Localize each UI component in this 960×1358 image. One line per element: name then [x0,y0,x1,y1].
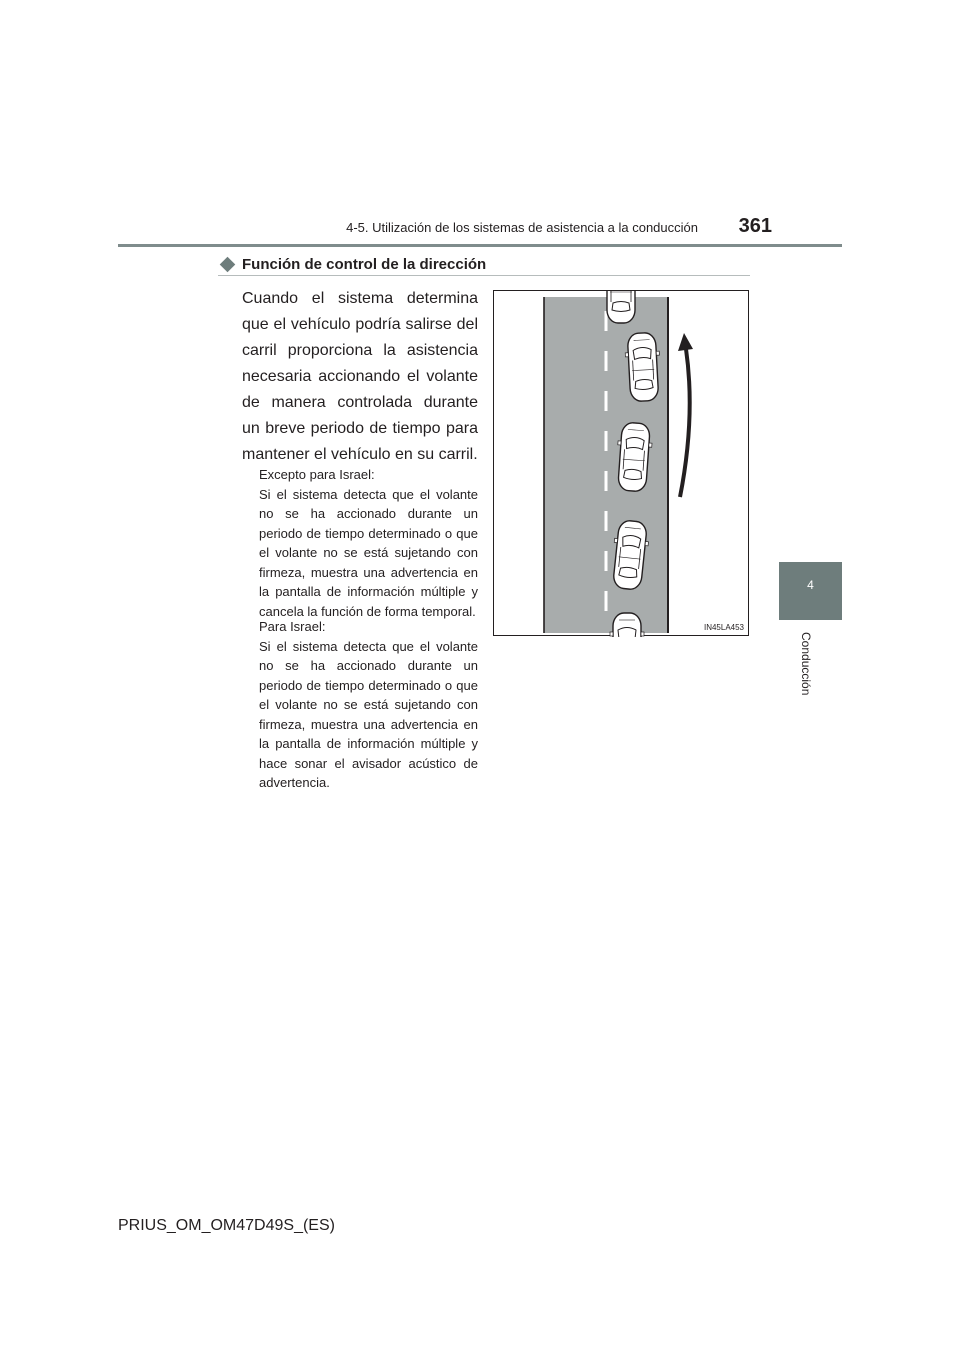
note-israel [259,617,478,793]
header-section-title: 4-5. Utilización de los sistemas de asistencia a la conducción [346,220,698,235]
page-number: 361 [738,215,772,237]
lane-diagram [493,290,749,636]
note-except-israel [259,465,478,621]
header-rule [118,244,842,247]
footer-document-code: PRIUS_OM_OM47D49S_(ES) [118,1217,335,1234]
note-except-israel-label: Excepto para Israel: [259,467,375,482]
arrow-head-icon [678,333,693,351]
body-paragraph: Cuando el sistema determina que el vehículo podría salirse del carril proporciona la asistencia necesaria accionando el volante de manera controlada durante un breve periodo de tiempo para mantener el vehículo en su carril. [242,290,478,463]
note-except-israel-text: Si el sistema detecta que el volante no se ha accionado durante un periodo de tiempo determinado o que el volante no se está sujetando con firmeza, muestra una advertencia en la pantalla de información múltiple y cancela la función de forma temporal. [259,486,478,619]
note-israel-label: Para Israel: [259,619,326,634]
return-arrow [680,349,690,497]
car-icon [624,332,662,402]
car-icon [604,291,638,323]
chapter-label: Conducción [799,632,813,696]
lane-diagram-svg [494,291,750,637]
section-heading [218,253,750,276]
section-heading-text: Función de control de la dirección [242,255,487,273]
diamond-bullet-icon [220,256,236,272]
note-israel-text: Si el sistema detecta que el volante no se ha accionado durante un periodo de tiempo determinado o que el volante no se está sujetando con firmeza, muestra una advertencia en la pantalla de información múltiple y hace sonar el avisador acústico de advertencia. [259,638,478,790]
chapter-tab [779,562,842,620]
chapter-number: 4 [807,578,814,592]
figure-code: IN45LA453 [703,623,744,632]
